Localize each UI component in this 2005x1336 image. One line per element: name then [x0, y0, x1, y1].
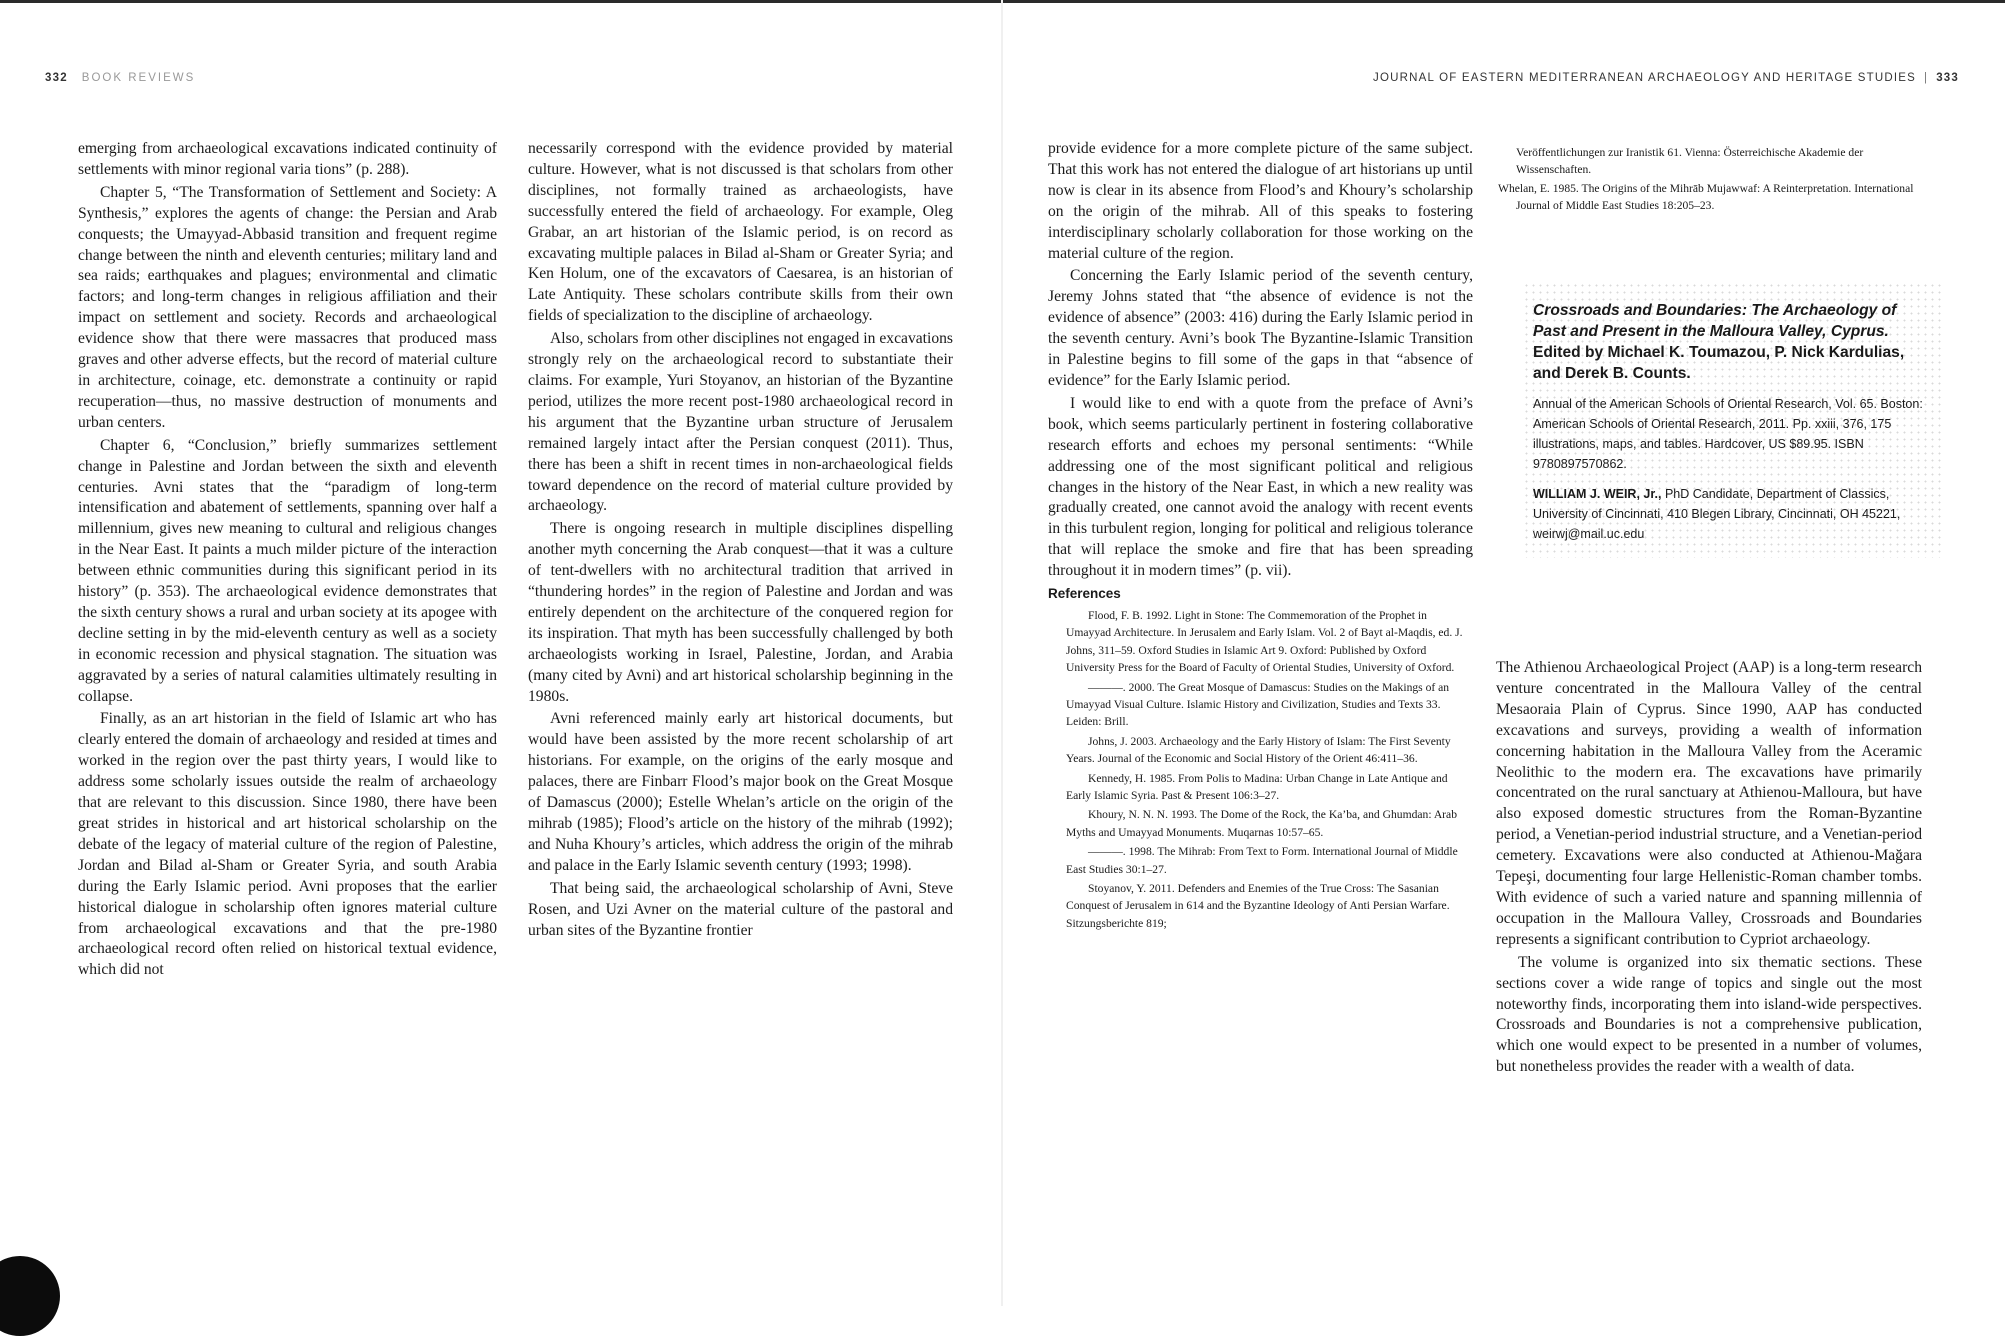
- scan-corner-shadow: [0, 1256, 60, 1336]
- left-page: [0, 0, 1002, 1306]
- paragraph: Chapter 5, “The Transformation of Settlement and Society: A Synthesis,” explores the agents of change: the Persian and Arab conquests; the Umayyad-Abbasid transition and frequent regime change between the ninth and eleventh centuries; military land and sea raids; earthquakes and plagues; environmental and climatic factors; and long-term changes in religious affiliation and their impact on settlement and society. Records and archaeological evidence show that there were massacres that produced mass graves and other adverse effects, but the record of material culture in architecture, coinage, etc. demonstrate a continuity or rapid recuperation—thus, no massive destruction of monuments and urban centers.: [78, 183, 497, 431]
- reference-item: ———. 2000. The Great Mosque of Damascus: Studies on the Makings of an Umayyad Visual Culture. Islamic History and Civilization, Studies and Texts 33. Leiden: Brill.: [1066, 680, 1450, 729]
- section-label: BOOK REVIEWS: [81, 72, 196, 84]
- paragraph: Also, scholars from other disciplines not engaged in excavations strongly rely on the archaeological record to substantiate their claims. For example, Yuri Stoyanov, an historian of the Byzantine period, utilizes the more recent post-1980 archaeological record in his argument that the Byzantine urban structure of Jerusalem remained largely intact after the Persian conquest (2011). Thus, there has been a shift in recent times in non-archaeological fields toward dependence on the record of material culture provided by archaeology.: [528, 330, 953, 515]
- paragraph: emerging from archaeological excavations indicated continuity of settlements with minor regional varia tions” (p. 288).: [78, 140, 497, 178]
- paragraph: Avni referenced mainly early art historical documents, but would have been assisted by the more recent scholarship of art historians. For example, on the origins of the early mosque and palaces, there are Finbarr Flood’s major book on the Great Mosque of Damascus (2000); Estelle Whelan’s article on the origin of the mihrab (1985); Flood’s article on the history of the mihrab (1992); and Nuha Khoury’s articles, which address the origin of the mihrab and palace in the Early Islamic seventh century (1993; 1998).: [528, 710, 953, 874]
- review-header-box: [1523, 282, 1941, 558]
- paragraph: necessarily correspond with the evidence provided by material culture. However, what is not discussed is that scholars from other disciplines, not formally trained as archaeologists, have successfully entered the field of archaeology. For example, Oleg Grabar, an art historian of the Islamic period, is on record as excavating multiple palaces in Bilad al-Sham or Greater Syria; and Ken Holum, one of the excavators of Caesarea, is an historian of Late Antiquity. These scholars contribute skills from their own fields of specialization to the discipline of archaeology.: [528, 140, 953, 325]
- left-running-head: [45, 72, 195, 84]
- reference-item: Veröffentlichungen zur Iranistik 61. Vienna: Österreichische Akademie der Wissenschaften.: [1516, 146, 1864, 177]
- paragraph: I would like to end with a quote from the preface of Avni’s book, which seems particularly pertinent in fostering collaborative research efforts and echoes my personal sentiments: “While addressing one of the most significant political and religious changes in the history of the Near East, in which a new reality was gradually created, one cannot avoid the analogy with recent events in this turbulent region, longing for political and religious tolerance that will replace the smoke and fire that has been spreading throughout it in modern times” (p. vii).: [1048, 394, 1473, 580]
- right-running-head: [1373, 72, 1959, 84]
- paragraph: provide evidence for a more complete picture of the same subject. That this work has not entered the dialogue of art historians up until now is clear in its absence from Flood’s and Khoury’s scholarship on the origin of the mihrab. All of this speaks to fostering interdisciplinary scholarly collaboration for those working on the material culture of the region.: [1048, 140, 1473, 262]
- reference-item: Kennedy, H. 1985. From Polis to Madina: Urban Change in Late Antique and Early Islamic Syria. Past & Present 106:3–27.: [1066, 771, 1448, 802]
- book-title-text: Crossroads and Boundaries: The Archaeology of Past and Present in the Malloura Valley, Cyprus.: [1533, 302, 1897, 340]
- review-body: [1496, 658, 1922, 1078]
- reference-item: Johns, J. 2003. Archaeology and the Early History of Islam: The First Seventy Years. Journal of the Economic and Social History of the Orient 46:411–36.: [1066, 734, 1451, 766]
- paragraph: The volume is organized into six thematic sections. These sections cover a wide range of topics and single out the most noteworthy finds, incorporating them into island-wide perspectives. Crossroads and Boundaries is not a comprehensive publication, which one would expect to be presented in a number of volumes, but nonetheless provides the reader with a wealth of data.: [1496, 953, 1922, 1076]
- paragraph: Concerning the Early Islamic period of the seventh century, Jeremy Johns stated that “the absence of evidence is not the evidence of absence” (2003: 416) during the Early Islamic period in the seventh century. Avni’s book The Byzantine-Islamic Transition in Palestine begins to fill some of the gaps in that “absence of evidence” for the Early Islamic period.: [1048, 267, 1473, 389]
- reference-continuation: [1498, 144, 1920, 216]
- references-heading: References: [1048, 586, 1121, 602]
- paragraph: That being said, the archaeological scholarship of Avni, Steve Rosen, and Uzi Avner on the material culture of the pastoral and urban sites of the Byzantine frontier: [528, 879, 953, 939]
- reference-item: Flood, F. B. 1992. Light in Stone: The Commemoration of the Prophet in Umayyad Architecture. In Jerusalem and Early Islam. Vol. 2 of Bayt al-Maqdis, ed. J. Johns, 311–59. Oxford Studies in Islamic Art 9. Oxford: Published by Oxford University Press for the Board of Faculty of Oriental Studies, University of Oxford.: [1066, 608, 1463, 675]
- reviewer-affiliation: PhD Candidate, Department of Classics, University of Cincinnati, 410 Blegen Library, Cincinnati, OH 45221, weirwj@mail.uc.edu: [1533, 487, 1901, 541]
- header-separator: |: [1924, 72, 1929, 84]
- right-page-number: 333: [1936, 72, 1959, 84]
- paragraph: Chapter 6, “Conclusion,” briefly summarizes settlement change in Palestine and Jordan between the sixth and eleventh centuries. Avni states that the “paradigm of long-term intensification and abatement of settlements, spanning over half a millennium, gives new meaning to cultural and religious changes in the Near East. It paints a much milder picture of the interaction between ethnic communities during this significant period in its history” (p. 353). The archaeological evidence demonstrates that the sixth century shows a rural and urban society at its apogee with decline setting in by the mid-eleventh century as well as a society in economic recession and physical stagnation. The situation was aggravated by a series of natural calamities ultimately resulting in collapse.: [78, 436, 497, 705]
- paragraph: There is ongoing research in multiple disciplines dispelling another myth concerning the Arab conquest—that it was a culture of tent-dwellers with no architectural tradition that arrived in “thundering hordes” in the region of Palestine and Jordan and was entirely dependent on the architecture of the conquered region for its inspiration. That myth has been successfully challenged by both archaeologists working in Israel, Palestine, Jordan, and Arabia (many cited by Avni) and art historical scholarship beginning in the 1980s.: [528, 520, 953, 705]
- left-column-2: [528, 139, 953, 941]
- left-page-number: 332: [45, 72, 68, 84]
- reference-item: Stoyanov, Y. 2011. Defenders and Enemies of the True Cross: The Sasanian Conquest of Jerusalem in 614 and the Byzantine Ideology of Anti Persian Warfare. Sitzungsberichte 819;: [1066, 882, 1450, 930]
- review-book-title: [1533, 300, 1933, 384]
- paragraph: Finally, as an art historian in the field of Islamic art who has clearly entered the domain of archaeology and resided at times and worked in the region over the past thirty years, I would like to address some scholarly issues outside the realm of archaeology that are relevant to this discussion. Since 1980, there have been great strides in historical and art historical scholarship on the debate of the legacy of material culture of the region of Palestine, Jordan and Bilad al-Sham or Greater Syria, and south Arabia during the Early Islamic period. Avni proposes that the earlier historical dialogue in scholarship often ignores material culture from archaeological excavations and that the pre-1980 archaeological record often relied on historical textual evidence, which did not: [78, 710, 497, 979]
- paragraph: The Athienou Archaeological Project (AAP) is a long-term research venture concentrated in the Malloura Valley of the central Mesaoraia Plain of Cyprus. Since 1990, AAP has conducted excavations and surveys, providing a wealth of information concerning habitation in the Malloura Valley from the Aceramic Neolithic to the modern era. The excavations have primarily concentrated on the rural sanctuary at Athienou-Malloura, but have also exposed domestic structures from the Roman-Byzantine period, a Venetian-period industrial structure, and a Venetian-period cemetery. Excavations were also conducted at Athienou-Mağara Tepeşi, documenting four large Hellenistic-Roman chamber tombs. With evidence of such a varied nature and spanning millennia of occupation in the Malloura Valley, Crossroads and Boundaries represents a significant contribution to Cypriot archaeology.: [1496, 659, 1922, 948]
- left-column-1: [78, 139, 497, 981]
- reference-item: Whelan, E. 1985. The Origins of the Mihrāb Mujawwaf: A Reinterpretation. International Journal of Middle East Studies 18:205–23.: [1498, 181, 1914, 213]
- reviewer: [1533, 484, 1933, 544]
- journal-title: JOURNAL OF EASTERN MEDITERRANEAN ARCHAEOLOGY AND HERITAGE STUDIES: [1373, 72, 1917, 84]
- reviewer-name: WILLIAM J. WEIR, Jr.,: [1533, 487, 1662, 501]
- reference-item: ———. 1998. The Mihrab: From Text to Form. International Journal of Middle East Studies 30:1–27.: [1066, 845, 1458, 876]
- right-column-1: [1048, 139, 1473, 932]
- reference-item: Khoury, N. N. N. 1993. The Dome of the Rock, the Ka’ba, and Ghumdan: Arab Myths and Umayyad Monuments. Muqarnas 10:57–65.: [1066, 808, 1457, 839]
- right-page: [1003, 0, 2005, 1306]
- publication-details: Annual of the American Schools of Oriental Research, Vol. 65. Boston: American Schools of Oriental Research, 2011. Pp. xxiii, 376, 175 illustrations, maps, and tables. Hardcover, US $89.95. ISBN 9780897570862.: [1533, 397, 1923, 471]
- book-editors: Edited by Michael K. Toumazou, P. Nick Kardulias, and Derek B. Counts.: [1533, 344, 1905, 382]
